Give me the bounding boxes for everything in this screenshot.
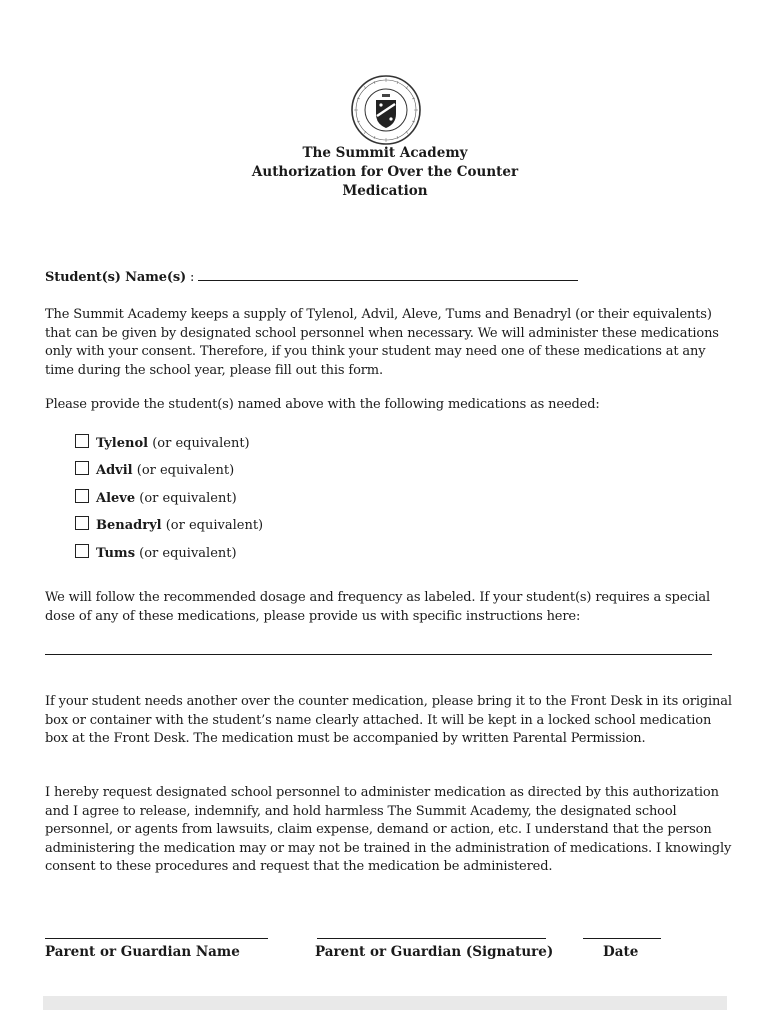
guardian-signature-field[interactable]: [317, 938, 546, 939]
medication-suffix: (or equivalent): [161, 518, 264, 533]
school-seal-icon: [350, 74, 422, 146]
medication-item-tums[interactable]: [75, 544, 237, 564]
footer-bar: [43, 996, 727, 1010]
medication-item-aleve[interactable]: [75, 489, 237, 509]
form-title-line1: Authorization for Over the Counter: [251, 164, 519, 180]
medication-name: Tylenol: [96, 436, 149, 451]
medication-item-advil[interactable]: [75, 461, 234, 481]
student-name-separator: :: [186, 270, 195, 285]
checkbox[interactable]: [75, 461, 89, 475]
guardian-name-field[interactable]: [45, 938, 268, 939]
checkbox[interactable]: [75, 489, 89, 503]
medication-item-benadryl[interactable]: [75, 516, 263, 536]
medication-name: Aleve: [96, 491, 136, 506]
medication-suffix: (or equivalent): [132, 463, 235, 478]
medication-name: Benadryl: [96, 518, 162, 533]
date-label: Date: [603, 944, 639, 960]
medication-item-tylenol[interactable]: [75, 434, 250, 454]
medication-name: Advil: [96, 463, 133, 478]
checkbox[interactable]: [75, 544, 89, 558]
student-name-field[interactable]: [198, 268, 578, 281]
medication-suffix: (or equivalent): [135, 546, 237, 561]
other-medication-paragraph: If your student needs another over the counter medication, please bring it to the Front Desk in its original box or container with the student’s name clearly attached. It will be kept in a locked school medication box at the Front Desk. The medication must be accompanied by written Parental Permission.: [45, 694, 732, 746]
dosage-paragraph: We will follow the recommended dosage and frequency as labeled. If your student(s) requires a special dose of any of these medications, please provide us with specific instructions here:: [45, 590, 711, 624]
consent-paragraph: I hereby request designated school personnel to administer medication as directed by this authorization and I agree to release, indemnify, and hold harmless The Summit Academy, the designated school personnel, or agents from lawsuits, claim expense, demand or action, etc. I understand that the person administering the medication may or may not be trained in the administration of medications. I knowingly consent to these procedures and request that the medication be administered.: [45, 785, 732, 874]
school-name-title: The Summit Academy: [302, 145, 468, 161]
guardian-name-label: Parent or Guardian Name: [45, 944, 240, 960]
intro-paragraph: The Summit Academy keeps a supply of Tylenol, Advil, Aleve, Tums and Benadryl (or their equivalents) that can be given by designated school personnel when necessary. We will administer these medications only with your consent. Therefore, if you think your student may need one of these medications at any time during the school year, please fill out this form.: [45, 307, 719, 378]
checkbox[interactable]: [75, 516, 89, 530]
medication-suffix: (or equivalent): [148, 436, 250, 451]
student-name-row: [45, 268, 735, 288]
special-instructions-field[interactable]: [45, 654, 712, 655]
medication-name: Tums: [96, 546, 136, 561]
request-paragraph: Please provide the student(s) named above with the following medications as needed:: [45, 397, 600, 412]
student-name-label: Student(s) Name(s): [45, 270, 187, 285]
guardian-signature-label: Parent or Guardian (Signature): [315, 944, 554, 960]
date-field[interactable]: [583, 938, 661, 939]
medication-suffix: (or equivalent): [135, 491, 237, 506]
checkbox[interactable]: [75, 434, 89, 448]
form-title-line2: Medication: [342, 183, 428, 199]
